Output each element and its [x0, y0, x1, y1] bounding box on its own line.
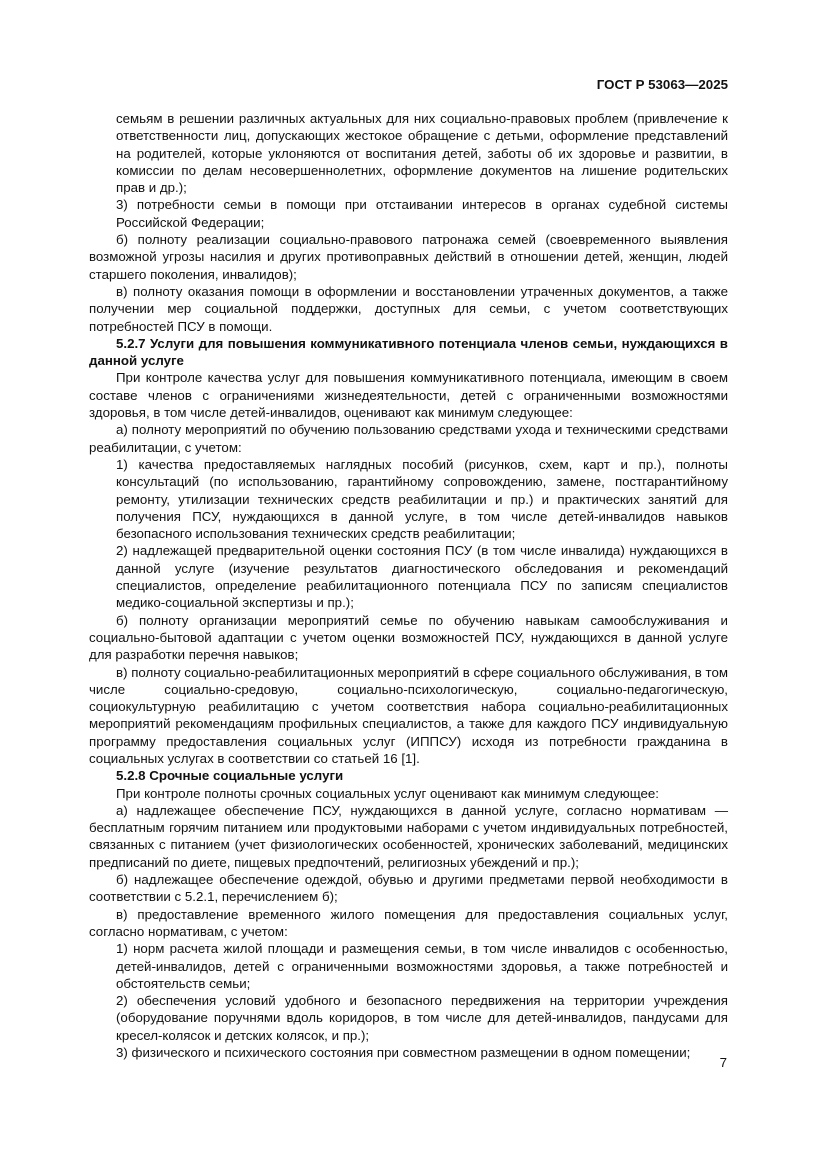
- page-body: [89, 110, 728, 1061]
- list-item: 3) потребности семьи в помощи при отстаивании интересов в органах судебной системы Российской Федерации;: [116, 197, 728, 230]
- list-item: а) полноту мероприятий по обучению пользованию средствами ухода и техническими средствами реабилитации, с учетом:: [89, 422, 728, 455]
- paragraph: При контроле полноты срочных социальных услуг оценивают как минимум следующее:: [116, 785, 659, 801]
- paragraph: При контроле качества услуг для повышения коммуникативного потенциала, имеющим в своем составе членов с ограничениями жизнедеятельности, детей с ограниченными возможностями здоровья, в том числе детей-инвалидов, оценивают как минимум следующее:: [89, 370, 728, 421]
- list-item: а) надлежащее обеспечение ПСУ, нуждающихся в данной услуге, согласно нормативам — бесплатным горячим питанием или продуктовыми наборами с учетом индивидуальных потребностей, связанных с питанием (учет физиологических особенностей, хронических заболеваний, медицинских предписаний по диете, пищевых предпочтений, религиозных убеждений и пр.);: [89, 802, 728, 870]
- list-item: в) предоставление временного жилого помещения для предоставления социальных услуг, согласно нормативам, с учетом:: [89, 906, 728, 939]
- page-number: 7: [719, 1055, 727, 1070]
- list-item: в) полноту социально-реабилитационных мероприятий в сфере социального обслуживания, в том числе социально-средовую, социально-психологическую, социально-педагогическую, социокультурную реабилитацию с учетом соответствия набора социально-реабилитационных мероприятий рекомендациям профильных специалистов, а также для каждого ПСУ индивидуальную программу предоставления социальных услуг (ИППСУ) исходя из потребности гражданина в социальных услугах в соответствии со статьей 16 [1].: [89, 664, 728, 766]
- section-heading: 5.2.8 Срочные социальные услуги: [116, 768, 344, 784]
- list-item: б) полноту организации мероприятий семье по обучению навыкам самообслуживания и социально-бытовой адаптации с учетом оценки возможностей ПСУ, нуждающихся в данной услуге для разработки перечня навыков;: [89, 612, 728, 663]
- list-item: 1) норм расчета жилой площади и размещения семьи, в том числе инвалидов с особенностью, детей-инвалидов, детей с ограниченными возможностями здоровья, а также потребностей и обстоятельств семьи;: [116, 941, 728, 991]
- paragraph: семьям в решении различных актуальных для них социально-правовых проблем (привлечение к ответственности лиц, допускающих жестокое обращение с детьми, оформление представлений на родителей, которые уклоняются от воспитания детей, заботы об их здоровье и развитии, в комиссии по делам несовершеннолетних, оформление документов на лишение родительских прав и др.);: [116, 111, 728, 196]
- document-code: ГОСТ Р 53063—2025: [596, 77, 728, 92]
- list-item: 2) надлежащей предварительной оценки состояния ПСУ (в том числе инвалида) нуждающихся в данной услуге (изучение результатов диагностического обследования и рекомендаций специалистов, определение реабилитационного потенциала ПСУ по записям специалистов медико-социальной экспертизы и пр.);: [116, 543, 728, 611]
- list-item: б) полноту реализации социально-правового патронажа семей (своевременного выявления возможной угрозы насилия и других противоправных действий в отношении детей, женщин, людей старшего поколения, инвалидов);: [89, 232, 728, 282]
- list-item: 1) качества предоставляемых наглядных пособий (рисунков, схем, карт и пр.), полноты консультаций (по использованию, гарантийному сопровождению, замене, постгарантийному ремонту, утилизации технических средств реабилитации и пр.) и практических занятий для получения ПСУ, нуждающихся в данной услуге, в том числе детей-инвалидов навыков безопасного использования технических средств реабилитации;: [116, 456, 728, 542]
- list-item: в) полноту оказания помощи в оформлении и восстановлении утраченных документов, а также получении мер социальной поддержки, доступных для семьи, с учетом соответствующих потребностей ПСУ в помощи.: [89, 283, 728, 334]
- section-heading: 5.2.7 Услуги для повышения коммуникативного потенциала членов семьи, нуждающихся в данной услуге: [89, 335, 728, 369]
- list-item: 3) физического и психического состояния при совместном размещении в одном помещении;: [116, 1045, 691, 1061]
- list-item: 2) обеспечения условий удобного и безопасного передвижения на территории учреждения (оборудование поручнями вдоль коридоров, в том числе для детей-инвалидов, пандусами для кресел-колясок и детских колясок, и пр.);: [116, 993, 728, 1043]
- list-item: б) надлежащее обеспечение одеждой, обувью и другими предметами первой необходимости в соответствии с 5.2.1, перечислением б);: [89, 872, 728, 905]
